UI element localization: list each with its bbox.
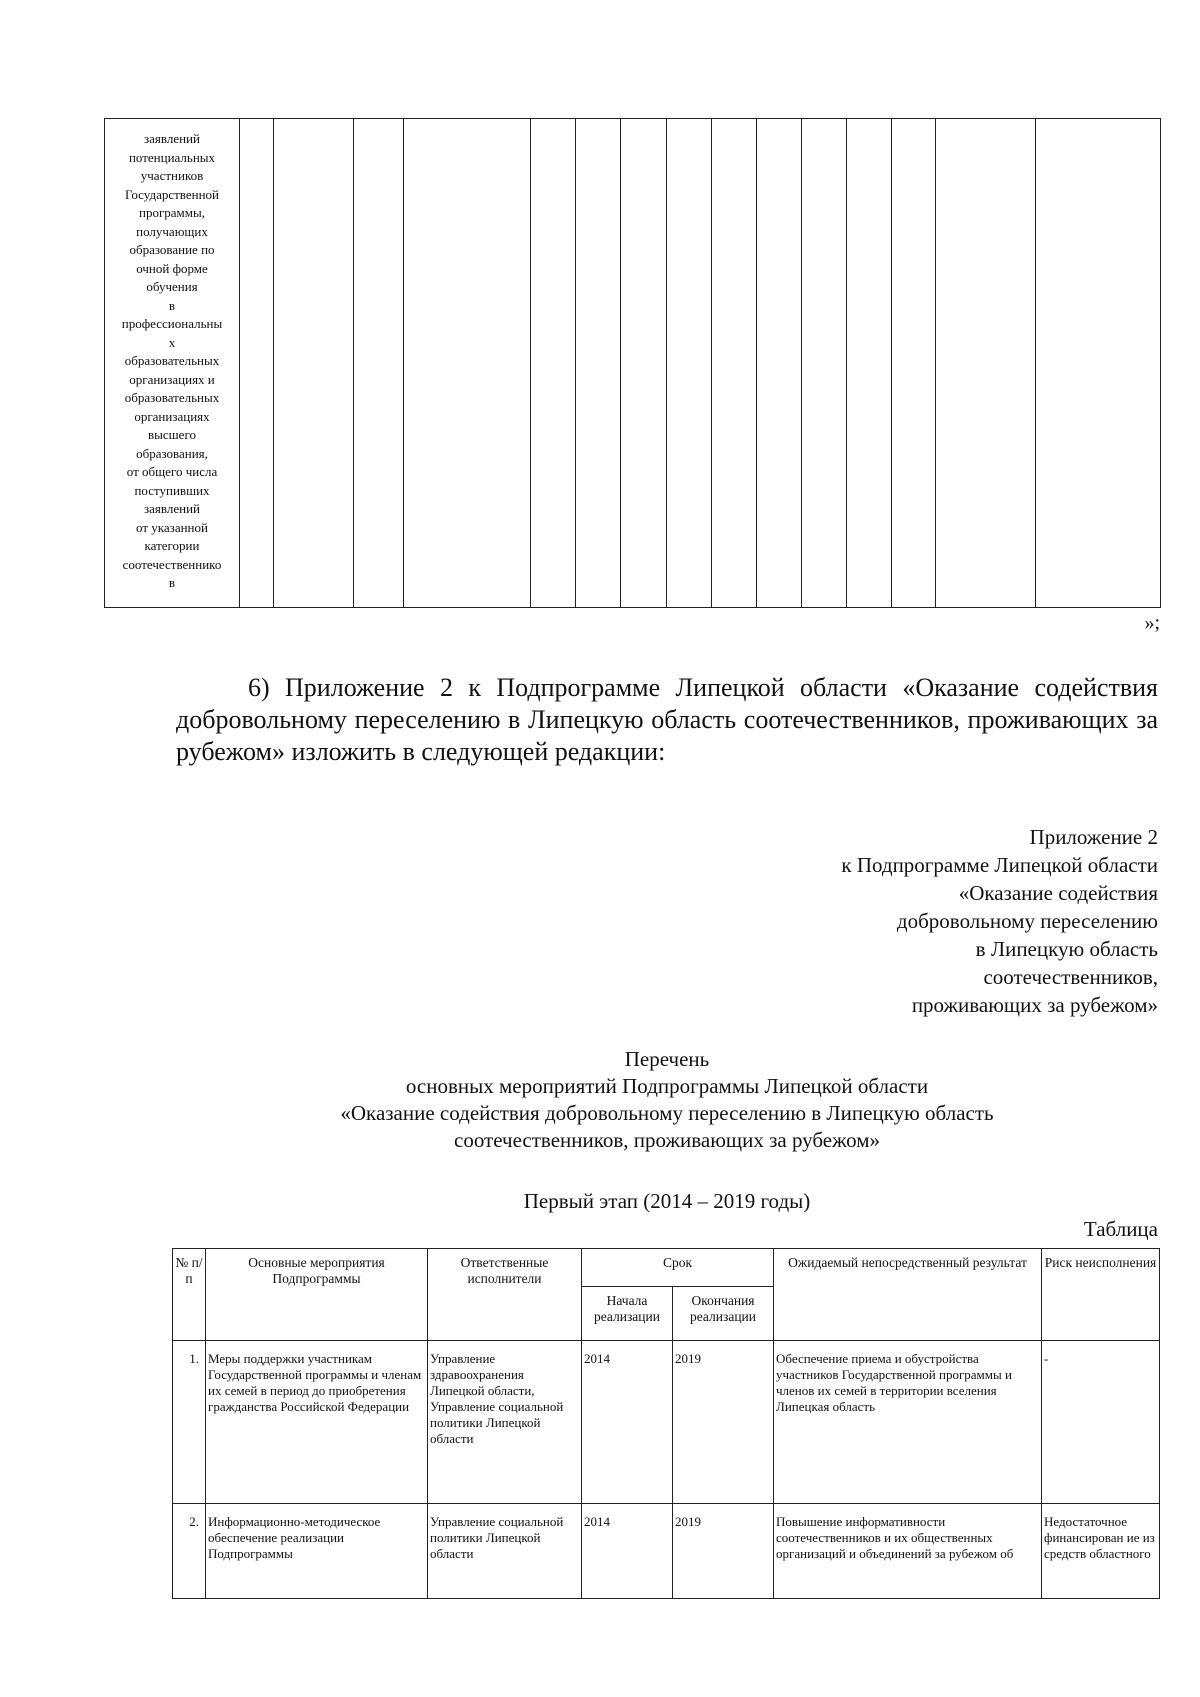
table-row [173, 1341, 1160, 1504]
indicator-name-line: организациях и [129, 371, 215, 387]
indicator-name-line: высшего [148, 427, 196, 442]
indicator-name-line: образования, [136, 445, 208, 461]
appendix-line: проживающих за рубежом» [911, 993, 1158, 1017]
indicator-name-line: организациях [134, 408, 210, 424]
indicator-name-line: категории [144, 538, 200, 553]
row-num: 2. [173, 1504, 206, 1599]
row-result: Обеспечение приема и обустройства участников Государственной программы и членов их семей в территории вселения Липецкая область [774, 1341, 1042, 1504]
stage-subtitle: Первый этап (2014 – 2019 годы) [523, 1189, 811, 1213]
continuation-table [104, 118, 1161, 608]
empty-cell [1036, 119, 1161, 608]
indicator-name-line: обучения [146, 279, 198, 294]
table-row [173, 1504, 1160, 1599]
indicator-name-line: в [168, 575, 176, 590]
empty-cell [667, 119, 712, 608]
row-num: 1. [173, 1341, 206, 1504]
indicator-name-line: образовательных [124, 390, 220, 405]
indicator-name-line: поступивших [134, 482, 210, 498]
indicator-name-line: в [168, 297, 176, 313]
title-line: «Оказание содействия добровольному переселению в Липецкую область [340, 1101, 994, 1125]
header-start: Начала реализации [582, 1287, 673, 1341]
indicator-name-line: получающих [136, 223, 208, 239]
events-table [172, 1248, 1160, 1599]
header-risk: Риск неисполнения [1042, 1249, 1160, 1341]
empty-cell [936, 119, 1036, 608]
appendix-line: «Оказание содействия [958, 881, 1158, 905]
empty-cell [531, 119, 576, 608]
indicator-name-line: от общего числа [126, 464, 218, 479]
row-risk: - [1042, 1341, 1160, 1504]
indicator-name-line: программы, [139, 205, 205, 220]
row-start: 2014 [582, 1341, 673, 1504]
header-events: Основные мероприятия Подпрограммы [206, 1249, 428, 1341]
title-line: соотечественников, проживающих за рубежом» [454, 1128, 880, 1152]
empty-cell [712, 119, 757, 608]
closing-quote: »; [1144, 612, 1160, 634]
appendix-line: добровольному переселению [896, 909, 1158, 933]
row-start: 2014 [582, 1504, 673, 1599]
empty-cell [404, 119, 531, 608]
indicator-name-line: от указанной [136, 519, 208, 535]
appendix-line: в Липецкую область [975, 937, 1158, 961]
table-label: Таблица [1083, 1217, 1158, 1241]
indicator-name-cell [105, 119, 240, 608]
indicator-name-line: потенциальных [128, 149, 216, 165]
row-risk: Недостаточное финансирован ие из средств областного [1042, 1504, 1160, 1599]
header-row [173, 1249, 1160, 1287]
row-executor: Управление здравоохранения Липецкой области, Управление социальной политики Липецкой области [428, 1341, 582, 1504]
row-end: 2019 [673, 1341, 774, 1504]
indicator-name-line: очной форме [136, 260, 208, 276]
header-executors: Ответственные исполнители [428, 1249, 582, 1341]
empty-cell [576, 119, 621, 608]
indicator-name-line: заявлений [144, 501, 200, 516]
row-end: 2019 [673, 1504, 774, 1599]
appendix-line: Приложение 2 [1029, 825, 1158, 849]
empty-cell [757, 119, 802, 608]
amendment-paragraph: 6) Приложение 2 к Подпрограмме Липецкой области «Оказание содействия добровольному переселению в Липецкую область соотечественников, проживающих за рубежом» изложить в следующей редакции: [176, 673, 1158, 766]
header-end: Окончания реализации [673, 1287, 774, 1341]
empty-cell [847, 119, 892, 608]
indicator-name-line: соотечественнико [122, 556, 222, 572]
indicator-name-line: Государственной [124, 186, 219, 202]
appendix-line: соотечественников, [983, 965, 1158, 989]
indicator-name-line: образование по [129, 242, 215, 257]
indicator-name-line: заявлений [144, 131, 200, 146]
indicator-name-text [105, 130, 239, 593]
empty-cell [240, 119, 274, 608]
indicator-name-line: образовательных [124, 353, 220, 368]
header-num: № п/п [173, 1249, 206, 1341]
indicator-name-line: профессиональны [121, 316, 223, 331]
empty-cell [354, 119, 404, 608]
indicator-name-line: х [168, 334, 176, 350]
row-event: Информационно-методическое обеспечение реализации Подпрограммы [206, 1504, 428, 1599]
appendix-line: к Подпрограмме Липецкой области [841, 853, 1158, 877]
row-result: Повышение информативности соотечественников и их общественных организаций и объединений за рубежом об [774, 1504, 1042, 1599]
empty-cell [621, 119, 667, 608]
row-event: Меры поддержки участникам Государственной программы и членам их семей в период до приобретения гражданства Российской Федерации [206, 1341, 428, 1504]
document-title [176, 1046, 1158, 1154]
empty-cell [802, 119, 847, 608]
header-term: Срок [582, 1249, 774, 1287]
empty-cell [892, 119, 936, 608]
continuation-row [105, 119, 1161, 608]
appendix-heading [638, 823, 1158, 1019]
header-result: Ожидаемый непосредственный результат [774, 1249, 1042, 1341]
empty-cell [274, 119, 354, 608]
title-line: основных мероприятий Подпрограммы Липецкой области [405, 1074, 929, 1098]
row-executor: Управление социальной политики Липецкой области [428, 1504, 582, 1599]
title-line: Перечень [624, 1047, 710, 1071]
indicator-name-line: участников [140, 168, 204, 183]
